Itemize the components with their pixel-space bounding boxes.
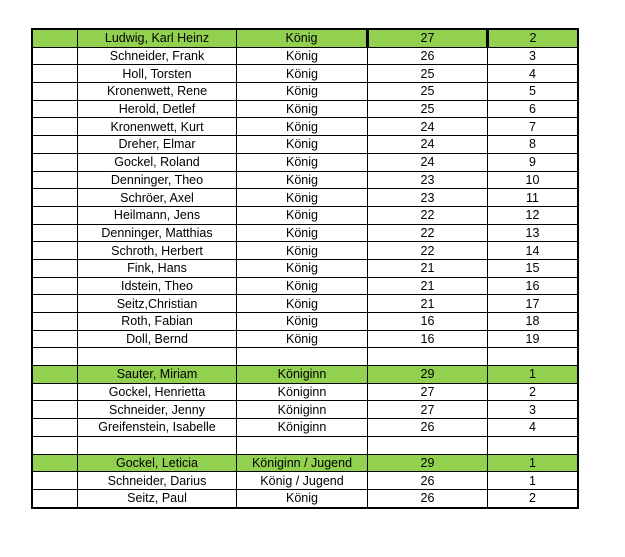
title-cell: Königinn / Jugend — [237, 454, 368, 472]
name-cell: Schneider, Frank — [78, 47, 237, 65]
title-cell: König — [237, 136, 368, 154]
rank-cell: 1 — [488, 454, 579, 472]
table-row — [32, 100, 578, 118]
table-row — [32, 313, 578, 331]
empty-cell — [78, 436, 237, 454]
points-cell: 27 — [368, 29, 488, 47]
table-row — [32, 83, 578, 101]
table-row — [32, 454, 578, 472]
points-cell: 22 — [368, 242, 488, 260]
title-cell: König — [237, 83, 368, 101]
points-cell: 29 — [368, 454, 488, 472]
row-spacer-cell — [32, 489, 78, 507]
points-cell: 22 — [368, 206, 488, 224]
name-cell: Greifenstein, Isabelle — [78, 419, 237, 437]
row-spacer-cell — [32, 277, 78, 295]
table-row — [32, 277, 578, 295]
name-cell: Fink, Hans — [78, 259, 237, 277]
name-cell: Ludwig, Karl Heinz — [78, 29, 237, 47]
name-cell: Denninger, Matthias — [78, 224, 237, 242]
row-spacer-cell — [32, 224, 78, 242]
points-cell: 21 — [368, 277, 488, 295]
table-row — [32, 401, 578, 419]
title-cell: König — [237, 295, 368, 313]
empty-cell — [368, 436, 488, 454]
points-cell: 24 — [368, 153, 488, 171]
name-cell: Sauter, Miriam — [78, 366, 237, 384]
title-cell: König — [237, 29, 368, 47]
title-cell: König — [237, 313, 368, 331]
title-cell: König — [237, 153, 368, 171]
title-cell: König — [237, 277, 368, 295]
rank-cell: 2 — [488, 29, 579, 47]
group-separator-row — [32, 348, 578, 366]
title-cell: Königinn — [237, 366, 368, 384]
title-cell: Königinn — [237, 383, 368, 401]
points-cell: 26 — [368, 47, 488, 65]
table-row — [32, 171, 578, 189]
rank-cell: 10 — [488, 171, 579, 189]
name-cell: Gockel, Henrietta — [78, 383, 237, 401]
points-cell: 27 — [368, 383, 488, 401]
name-cell: Herold, Detlef — [78, 100, 237, 118]
row-spacer-cell — [32, 295, 78, 313]
title-cell: König — [237, 489, 368, 507]
rank-cell: 1 — [488, 472, 579, 490]
points-cell: 23 — [368, 171, 488, 189]
row-spacer-cell — [32, 171, 78, 189]
table-row — [32, 206, 578, 224]
points-cell: 21 — [368, 295, 488, 313]
empty-cell — [368, 348, 488, 366]
points-cell: 25 — [368, 65, 488, 83]
points-cell: 25 — [368, 100, 488, 118]
row-spacer-cell — [32, 83, 78, 101]
empty-cell — [32, 348, 78, 366]
row-spacer-cell — [32, 29, 78, 47]
rank-cell: 15 — [488, 259, 579, 277]
title-cell: König — [237, 118, 368, 136]
row-spacer-cell — [32, 153, 78, 171]
row-spacer-cell — [32, 472, 78, 490]
empty-cell — [488, 436, 579, 454]
points-cell: 29 — [368, 366, 488, 384]
table-row — [32, 330, 578, 348]
title-cell: Königinn — [237, 419, 368, 437]
table-row — [32, 295, 578, 313]
title-cell: König — [237, 206, 368, 224]
row-spacer-cell — [32, 313, 78, 331]
rank-cell: 3 — [488, 401, 579, 419]
name-cell: Seitz, Paul — [78, 489, 237, 507]
row-spacer-cell — [32, 454, 78, 472]
name-cell: Schröer, Axel — [78, 189, 237, 207]
name-cell: Roth, Fabian — [78, 313, 237, 331]
name-cell: Kronenwett, Rene — [78, 83, 237, 101]
rank-cell: 5 — [488, 83, 579, 101]
rank-cell: 17 — [488, 295, 579, 313]
table-row — [32, 366, 578, 384]
table-row — [32, 224, 578, 242]
name-cell: Holl, Torsten — [78, 65, 237, 83]
points-cell: 26 — [368, 419, 488, 437]
points-cell: 24 — [368, 136, 488, 154]
rank-cell: 14 — [488, 242, 579, 260]
table-row — [32, 472, 578, 490]
row-spacer-cell — [32, 100, 78, 118]
row-spacer-cell — [32, 206, 78, 224]
rank-cell: 1 — [488, 366, 579, 384]
name-cell: Gockel, Roland — [78, 153, 237, 171]
results-table — [31, 28, 579, 509]
table-row — [32, 136, 578, 154]
points-cell: 24 — [368, 118, 488, 136]
empty-cell — [78, 348, 237, 366]
title-cell: König — [237, 47, 368, 65]
rank-cell: 9 — [488, 153, 579, 171]
title-cell: König — [237, 171, 368, 189]
name-cell: Dreher, Elmar — [78, 136, 237, 154]
points-cell: 22 — [368, 224, 488, 242]
row-spacer-cell — [32, 242, 78, 260]
rank-cell: 12 — [488, 206, 579, 224]
title-cell: König — [237, 259, 368, 277]
row-spacer-cell — [32, 47, 78, 65]
title-cell: König / Jugend — [237, 472, 368, 490]
results-body — [32, 29, 578, 508]
row-spacer-cell — [32, 118, 78, 136]
row-spacer-cell — [32, 189, 78, 207]
name-cell: Idstein, Theo — [78, 277, 237, 295]
points-cell: 26 — [368, 472, 488, 490]
points-cell: 21 — [368, 259, 488, 277]
empty-cell — [237, 348, 368, 366]
points-cell: 23 — [368, 189, 488, 207]
title-cell: König — [237, 100, 368, 118]
table-row — [32, 242, 578, 260]
table-row — [32, 489, 578, 507]
name-cell: Schneider, Darius — [78, 472, 237, 490]
rank-cell: 3 — [488, 47, 579, 65]
points-cell: 25 — [368, 83, 488, 101]
rank-cell: 13 — [488, 224, 579, 242]
name-cell: Seitz,Christian — [78, 295, 237, 313]
row-spacer-cell — [32, 65, 78, 83]
row-spacer-cell — [32, 259, 78, 277]
name-cell: Denninger, Theo — [78, 171, 237, 189]
row-spacer-cell — [32, 401, 78, 419]
title-cell: Königinn — [237, 401, 368, 419]
title-cell: König — [237, 242, 368, 260]
table-row — [32, 65, 578, 83]
row-spacer-cell — [32, 136, 78, 154]
title-cell: König — [237, 330, 368, 348]
title-cell: König — [237, 224, 368, 242]
table-row — [32, 153, 578, 171]
row-spacer-cell — [32, 366, 78, 384]
name-cell: Doll, Bernd — [78, 330, 237, 348]
rank-cell: 4 — [488, 65, 579, 83]
rank-cell: 6 — [488, 100, 579, 118]
rank-cell: 16 — [488, 277, 579, 295]
name-cell: Kronenwett, Kurt — [78, 118, 237, 136]
empty-cell — [237, 436, 368, 454]
rank-cell: 4 — [488, 419, 579, 437]
points-cell: 16 — [368, 330, 488, 348]
group-separator-row — [32, 436, 578, 454]
empty-cell — [32, 436, 78, 454]
name-cell: Heilmann, Jens — [78, 206, 237, 224]
table-row — [32, 29, 578, 47]
row-spacer-cell — [32, 330, 78, 348]
table-row — [32, 383, 578, 401]
name-cell: Gockel, Leticia — [78, 454, 237, 472]
rank-cell: 11 — [488, 189, 579, 207]
points-cell: 26 — [368, 489, 488, 507]
table-row — [32, 419, 578, 437]
points-cell: 27 — [368, 401, 488, 419]
points-cell: 16 — [368, 313, 488, 331]
name-cell: Schneider, Jenny — [78, 401, 237, 419]
rank-cell: 7 — [488, 118, 579, 136]
rank-cell: 18 — [488, 313, 579, 331]
row-spacer-cell — [32, 383, 78, 401]
name-cell: Schroth, Herbert — [78, 242, 237, 260]
table-row — [32, 259, 578, 277]
row-spacer-cell — [32, 419, 78, 437]
table-row — [32, 47, 578, 65]
rank-cell: 19 — [488, 330, 579, 348]
rank-cell: 8 — [488, 136, 579, 154]
rank-cell: 2 — [488, 489, 579, 507]
rank-cell: 2 — [488, 383, 579, 401]
title-cell: König — [237, 189, 368, 207]
table-row — [32, 118, 578, 136]
empty-cell — [488, 348, 579, 366]
title-cell: König — [237, 65, 368, 83]
table-row — [32, 189, 578, 207]
